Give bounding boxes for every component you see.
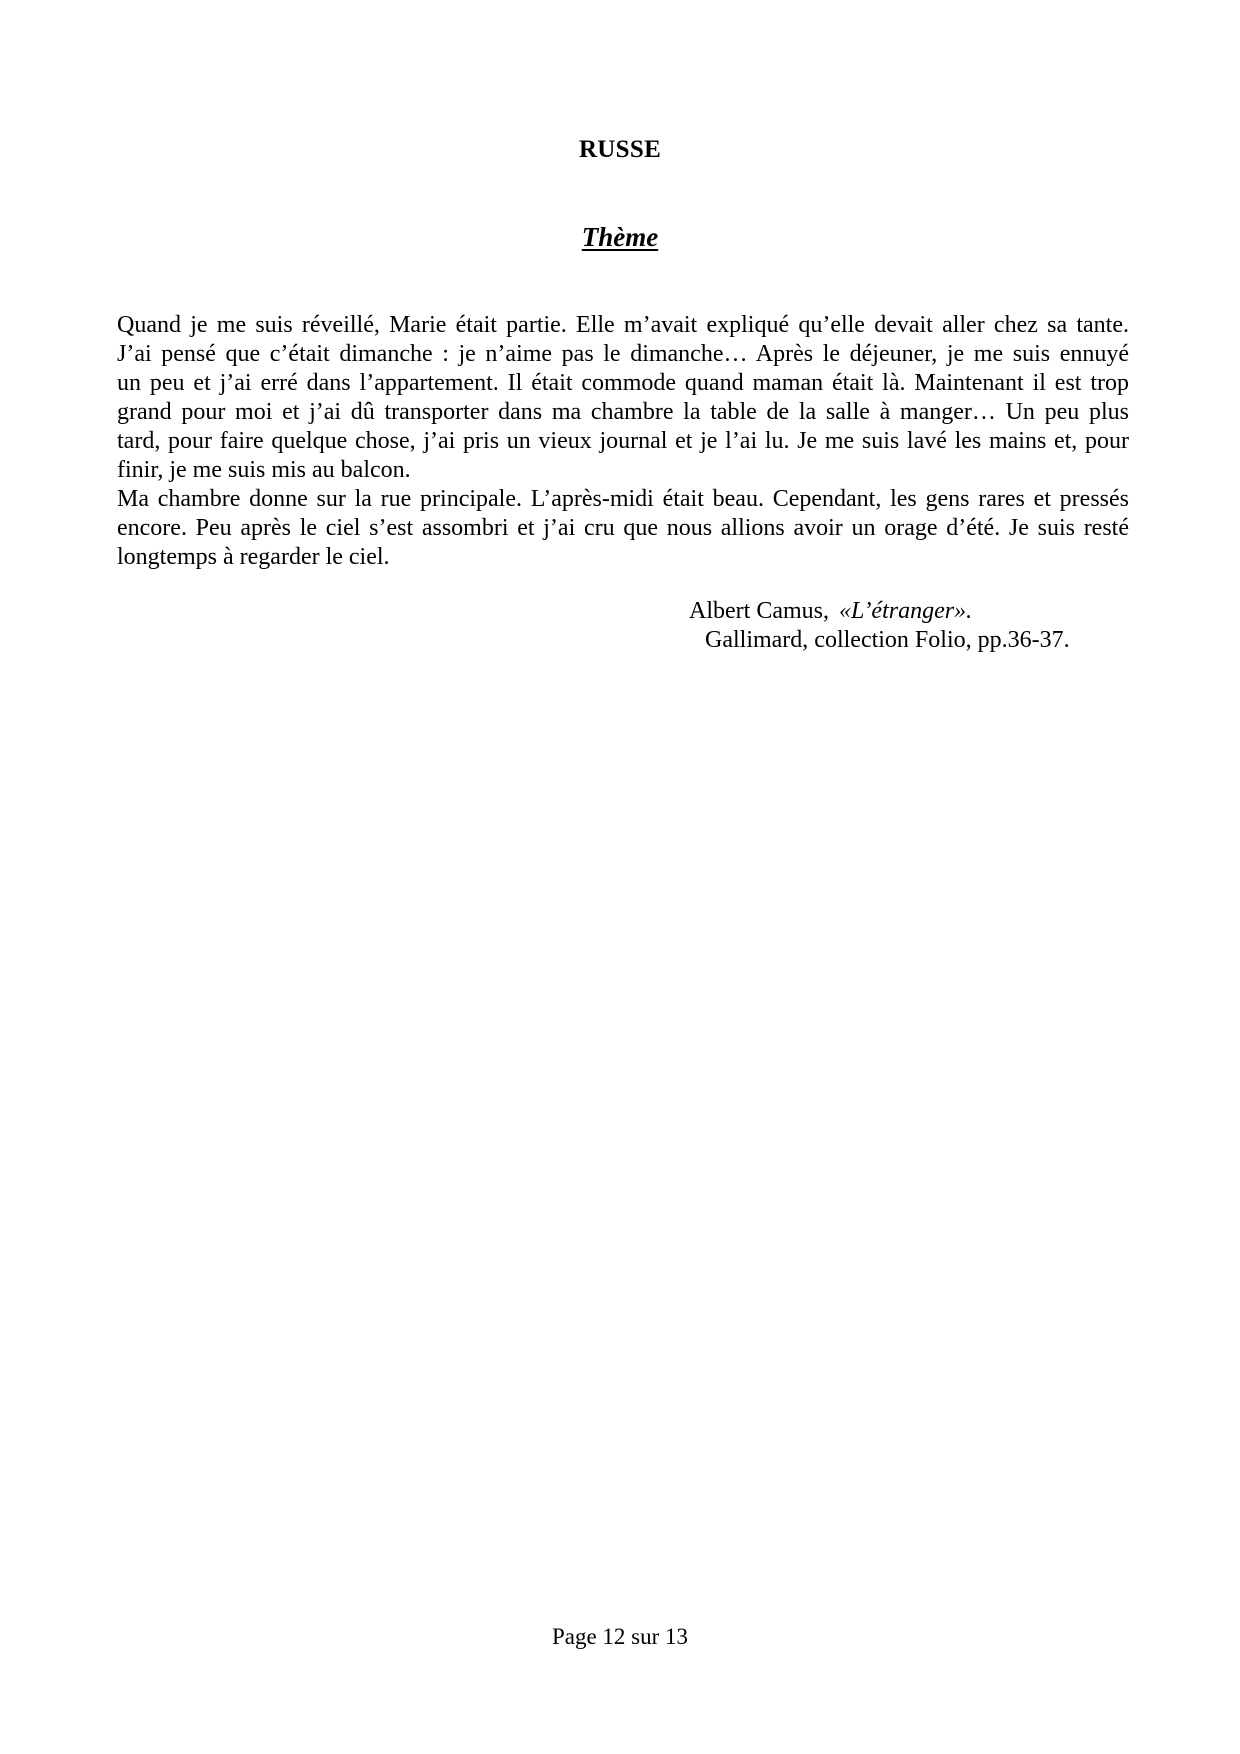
text-line: J’ai pensé que c’était dimanche : je n’aime pas le dimanche… Après le déjeuner, je me suis ennuyé <box>117 341 1129 367</box>
text-line: longtemps à regarder le ciel. <box>117 544 390 570</box>
text-line: tard, pour faire quelque chose, j’ai pris un vieux journal et je l’ai lu. Je me suis lavé les mains et, pour <box>117 428 1129 454</box>
text-line: Quand je me suis réveillé, Marie était partie. Elle m’avait expliqué qu’elle devait aller chez sa tante. <box>117 312 1129 338</box>
paragraph-1 <box>117 311 1129 485</box>
page-number: Page 12 sur 13 <box>551 1624 689 1649</box>
text-line: grand pour moi et j’ai dû transporter dans ma chambre la table de la salle à manger… Un peu plus <box>117 399 1129 425</box>
source-citation <box>689 597 1070 655</box>
subheading: Thème <box>581 222 659 252</box>
section-heading: RUSSE <box>578 136 662 163</box>
text-line: un peu et j’ai erré dans l’appartement. Il était commode quand maman était là. Maintenant il est trop <box>117 370 1129 396</box>
citation-author-line <box>689 597 1070 626</box>
text-line: encore. Peu après le ciel s’est assombri et j’ai cru que nous allions avoir un orage d’été. Je suis resté <box>117 515 1129 541</box>
text-line: Ma chambre donne sur la rue principale. L’après-midi était beau. Cependant, les gens rares et pressés <box>117 486 1129 512</box>
paragraph-2 <box>117 485 1129 572</box>
citation-work-title: «L’étranger». <box>838 598 973 624</box>
citation-author: Albert Camus, <box>689 598 829 624</box>
text-body <box>117 311 1129 572</box>
text-line: finir, je me suis mis au balcon. <box>117 457 411 483</box>
citation-publisher: Gallimard, collection Folio, pp.36-37. <box>705 627 1070 653</box>
